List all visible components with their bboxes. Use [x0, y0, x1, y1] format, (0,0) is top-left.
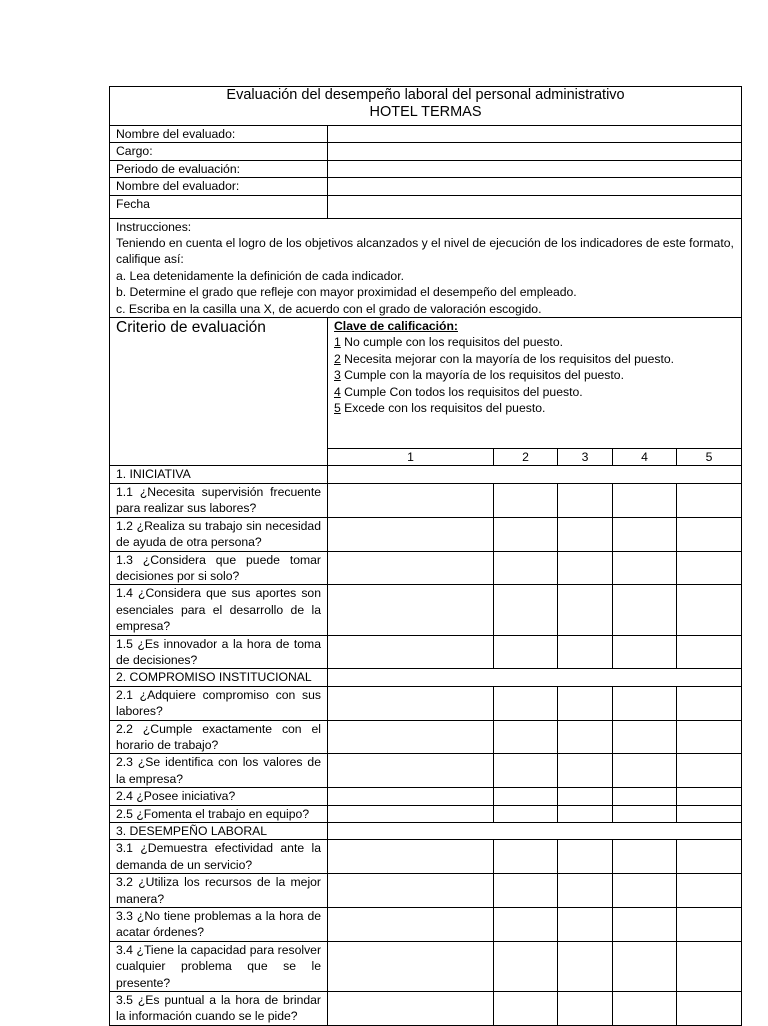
rating-cell-5[interactable]	[677, 805, 742, 822]
rating-cell-1[interactable]	[328, 992, 494, 1026]
rating-cell-4[interactable]	[613, 720, 677, 754]
question-text: 3.5 ¿Es puntual a la hora de brindar la información cuando se le pide?	[110, 992, 328, 1026]
rating-cell-5[interactable]	[677, 585, 742, 635]
info-row	[110, 126, 742, 143]
question-row	[110, 992, 742, 1026]
instructions-intro: Teniendo en cuenta el logro de los objetivos alcanzados y el nivel de ejecución de los indicadores de este formato, califique así:	[116, 236, 734, 267]
rating-cell-4[interactable]	[613, 686, 677, 720]
info-row	[110, 178, 742, 195]
question-row	[110, 788, 742, 805]
scale-header-3: 3	[558, 449, 613, 466]
question-row	[110, 483, 742, 517]
rating-cell-3[interactable]	[558, 941, 613, 991]
section-row	[110, 669, 742, 686]
section-title: 1. INICIATIVA	[110, 466, 328, 483]
rating-cell-1[interactable]	[328, 840, 494, 874]
question-row	[110, 517, 742, 551]
rating-cell-5[interactable]	[677, 874, 742, 908]
rating-cell-2[interactable]	[494, 874, 558, 908]
question-row	[110, 840, 742, 874]
rating-cell-1[interactable]	[328, 551, 494, 585]
rating-cell-2[interactable]	[494, 483, 558, 517]
section-title: 3. DESEMPEÑO LABORAL	[110, 823, 328, 840]
info-value-field[interactable]	[328, 126, 742, 143]
rating-cell-2[interactable]	[494, 686, 558, 720]
question-row	[110, 941, 742, 991]
rating-cell-5[interactable]	[677, 992, 742, 1026]
question-text: 3.2 ¿Utiliza los recursos de la mejor manera?	[110, 874, 328, 908]
criteria-header-row	[110, 318, 742, 449]
rating-key-item	[334, 400, 735, 416]
rating-cell-1[interactable]	[328, 686, 494, 720]
rating-key-text: Cumple Con todos los requisitos del puesto.	[340, 384, 583, 399]
rating-key-text: Excede con los requisitos del puesto.	[340, 401, 546, 416]
rating-cell-2[interactable]	[494, 517, 558, 551]
question-row	[110, 585, 742, 635]
info-value-field[interactable]	[328, 160, 742, 177]
info-label: Nombre del evaluador:	[110, 178, 328, 195]
rating-cell-2[interactable]	[494, 635, 558, 669]
info-label: Periodo de evaluación:	[110, 160, 328, 177]
rating-cell-1[interactable]	[328, 754, 494, 788]
rating-cell-4[interactable]	[613, 992, 677, 1026]
rating-cell-4[interactable]	[613, 788, 677, 805]
criteria-header: Criterio de evaluación	[110, 318, 328, 466]
rating-cell-5[interactable]	[677, 686, 742, 720]
rating-cell-3[interactable]	[558, 551, 613, 585]
question-text: 1.3 ¿Considera que puede tomar decisiones por si solo?	[110, 551, 328, 585]
rating-cell-2[interactable]	[494, 908, 558, 942]
rating-cell-5[interactable]	[677, 551, 742, 585]
rating-cell-2[interactable]	[494, 840, 558, 874]
rating-cell-4[interactable]	[613, 805, 677, 822]
rating-key-text: Cumple con la mayoría de los requisitos del puesto.	[340, 368, 624, 383]
info-row	[110, 143, 742, 160]
section-title: 2. COMPROMISO INSTITUCIONAL	[110, 669, 328, 686]
instructions-row	[110, 218, 742, 317]
rating-key-number: 5	[334, 401, 341, 416]
rating-cell-1[interactable]	[328, 635, 494, 669]
info-label: Cargo:	[110, 143, 328, 160]
rating-cell-2[interactable]	[494, 720, 558, 754]
rating-cell-5[interactable]	[677, 754, 742, 788]
instruction-step: c. Escriba en la casilla una X, de acuerdo con el grado de valoración escogido.	[116, 301, 542, 316]
rating-key-title: Clave de calificación:	[334, 319, 458, 334]
rating-cell-5[interactable]	[677, 941, 742, 991]
question-row	[110, 908, 742, 942]
rating-key-text: No cumple con los requisitos del puesto.	[340, 335, 563, 350]
rating-cell-1[interactable]	[328, 517, 494, 551]
rating-cell-3[interactable]	[558, 840, 613, 874]
rating-cell-3[interactable]	[558, 720, 613, 754]
section-row	[110, 823, 742, 840]
rating-cell-2[interactable]	[494, 585, 558, 635]
rating-cell-3[interactable]	[558, 754, 613, 788]
instruction-step: b. Determine el grado que refleje con mayor proximidad el desempeño del empleado.	[116, 285, 577, 300]
rating-key-number: 4	[334, 384, 341, 399]
rating-cell-5[interactable]	[677, 788, 742, 805]
rating-cell-4[interactable]	[613, 754, 677, 788]
rating-cell-3[interactable]	[558, 908, 613, 942]
scale-header-4: 4	[613, 449, 677, 466]
instructions-heading: Instrucciones:	[116, 219, 192, 234]
question-row	[110, 720, 742, 754]
info-label: Nombre del evaluado:	[110, 126, 328, 143]
question-text: 2.3 ¿Se identifica con los valores de la empresa?	[110, 754, 328, 788]
rating-cell-4[interactable]	[613, 635, 677, 669]
rating-cell-3[interactable]	[558, 635, 613, 669]
rating-key-item	[334, 367, 735, 383]
rating-key-text: Necesita mejorar con la mayoría de los requisitos del puesto.	[340, 351, 675, 366]
rating-cell-3[interactable]	[558, 992, 613, 1026]
section-blank	[328, 466, 742, 483]
question-text: 3.3 ¿No tiene problemas a la hora de acatar órdenes?	[110, 908, 328, 942]
rating-cell-4[interactable]	[613, 840, 677, 874]
rating-cell-3[interactable]	[558, 483, 613, 517]
question-text: 2.4 ¿Posee iniciativa?	[110, 788, 328, 805]
rating-key-number: 3	[334, 368, 341, 383]
rating-cell-2[interactable]	[494, 805, 558, 822]
rating-cell-2[interactable]	[494, 941, 558, 991]
rating-cell-1[interactable]	[328, 941, 494, 991]
question-text: 1.1 ¿Necesita supervisión frecuente para realizar sus labores?	[110, 483, 328, 517]
question-row	[110, 805, 742, 822]
rating-cell-1[interactable]	[328, 788, 494, 805]
rating-cell-1[interactable]	[328, 483, 494, 517]
question-row	[110, 551, 742, 585]
instruction-step: a. Lea detenidamente la definición de cada indicador.	[116, 268, 404, 283]
rating-cell-3[interactable]	[558, 585, 613, 635]
rating-cell-5[interactable]	[677, 840, 742, 874]
question-text: 3.1 ¿Demuestra efectividad ante la demanda de un servicio?	[110, 840, 328, 874]
rating-cell-3[interactable]	[558, 874, 613, 908]
rating-cell-4[interactable]	[613, 551, 677, 585]
rating-cell-4[interactable]	[613, 908, 677, 942]
instructions-block	[110, 218, 742, 317]
info-row	[110, 195, 742, 218]
question-row	[110, 874, 742, 908]
rating-key-item	[334, 384, 735, 400]
section-blank	[328, 823, 742, 840]
rating-cell-4[interactable]	[613, 941, 677, 991]
rating-cell-3[interactable]	[558, 788, 613, 805]
question-text: 2.2 ¿Cumple exactamente con el horario de trabajo?	[110, 720, 328, 754]
rating-cell-5[interactable]	[677, 720, 742, 754]
scale-header-5: 5	[677, 449, 742, 466]
rating-cell-2[interactable]	[494, 551, 558, 585]
form-title	[110, 87, 742, 126]
rating-cell-1[interactable]	[328, 874, 494, 908]
form-title-line1: Evaluación del desempeño laboral del personal administrativo	[226, 87, 625, 103]
form-title-line2: HOTEL TERMAS	[369, 104, 482, 120]
rating-cell-5[interactable]	[677, 908, 742, 942]
rating-cell-3[interactable]	[558, 686, 613, 720]
question-text: 1.2 ¿Realiza su trabajo sin necesidad de ayuda de otra persona?	[110, 517, 328, 551]
rating-cell-2[interactable]	[494, 788, 558, 805]
question-text: 2.5 ¿Fomenta el trabajo en equipo?	[110, 805, 328, 822]
rating-key-number: 1	[334, 335, 341, 350]
rating-key-number: 2	[334, 351, 341, 366]
rating-cell-5[interactable]	[677, 517, 742, 551]
section-blank	[328, 669, 742, 686]
rating-cell-1[interactable]	[328, 720, 494, 754]
info-value-field[interactable]	[328, 178, 742, 195]
title-row	[110, 87, 742, 126]
rating-key-item	[334, 334, 735, 350]
scale-header-1: 1	[328, 449, 494, 466]
rating-cell-5[interactable]	[677, 483, 742, 517]
question-text: 3.4 ¿Tiene la capacidad para resolver cualquier problema que se le presente?	[110, 941, 328, 991]
rating-key-item	[334, 351, 735, 367]
rating-key	[328, 318, 742, 449]
question-text: 1.5 ¿Es innovador a la hora de toma de decisiones?	[110, 635, 328, 669]
info-value-field[interactable]	[328, 195, 742, 218]
question-row	[110, 686, 742, 720]
question-text: 2.1 ¿Adquiere compromiso con sus labores?	[110, 686, 328, 720]
rating-cell-4[interactable]	[613, 585, 677, 635]
rating-cell-3[interactable]	[558, 517, 613, 551]
rating-cell-3[interactable]	[558, 805, 613, 822]
evaluation-form-table	[109, 86, 742, 1026]
info-value-field[interactable]	[328, 143, 742, 160]
rating-cell-4[interactable]	[613, 483, 677, 517]
question-row	[110, 635, 742, 669]
rating-cell-4[interactable]	[613, 874, 677, 908]
rating-cell-1[interactable]	[328, 585, 494, 635]
section-row	[110, 466, 742, 483]
rating-cell-2[interactable]	[494, 754, 558, 788]
rating-cell-2[interactable]	[494, 992, 558, 1026]
scale-header-2: 2	[494, 449, 558, 466]
rating-cell-1[interactable]	[328, 908, 494, 942]
question-row	[110, 754, 742, 788]
rating-cell-4[interactable]	[613, 517, 677, 551]
info-row	[110, 160, 742, 177]
rating-cell-5[interactable]	[677, 635, 742, 669]
question-text: 1.4 ¿Considera que sus aportes son esenciales para el desarrollo de la empresa?	[110, 585, 328, 635]
info-label: Fecha	[110, 195, 328, 218]
rating-cell-1[interactable]	[328, 805, 494, 822]
